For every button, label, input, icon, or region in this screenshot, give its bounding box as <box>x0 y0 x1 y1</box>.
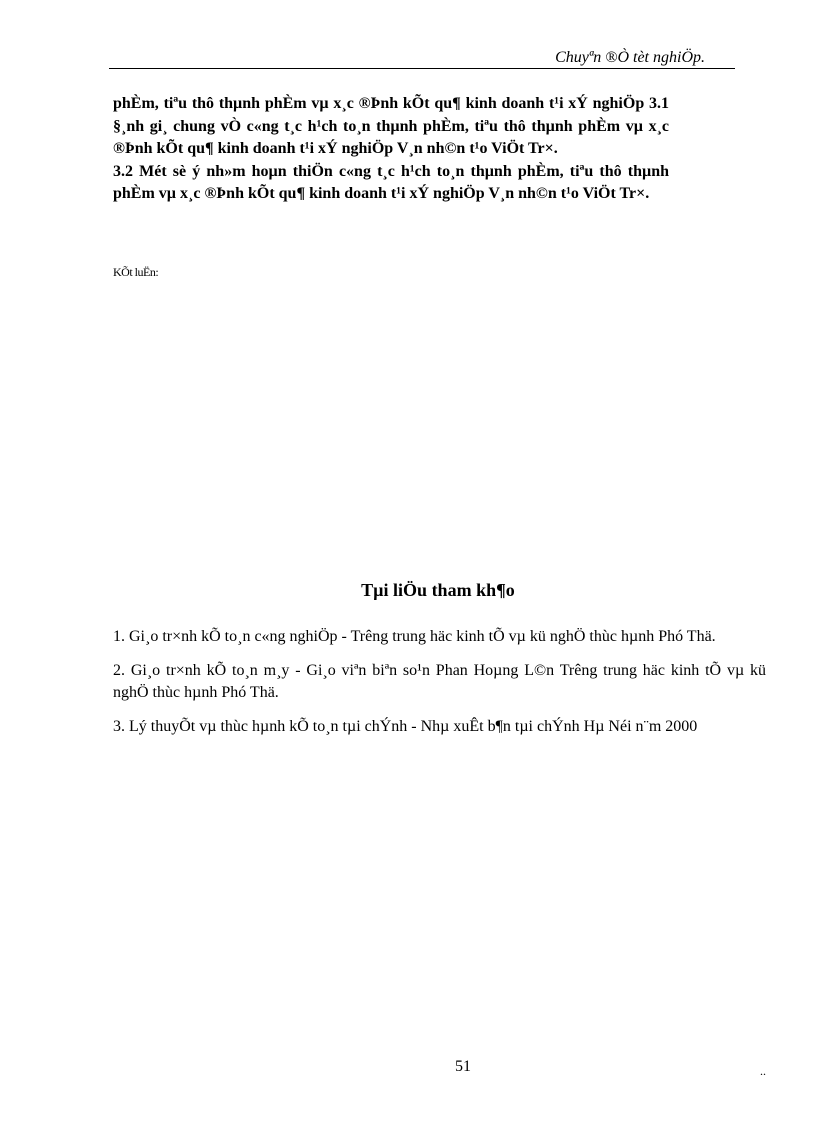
page-number: 51 <box>455 1058 471 1075</box>
conclusion-label: KÕt luËn: <box>113 265 159 279</box>
references-title: Tµi liÖu tham kh¶o <box>361 580 515 600</box>
reference-item: 2. Gi¸o tr×nh kÕ to¸n m¸y - Gi¸o viªn biªn so¹n Phan Hoµng L©n Trêng trung häc kinh tÕ vµ kü nghÖ thùc hµnh Phó Thä. <box>113 662 766 701</box>
references-list <box>113 626 766 750</box>
body-paragraph: phÈm, tiªu thô thµnh phÈm vµ x¸c ®Þnh kÕt qu¶ kinh doanh t¹i xÝ nghiÖp 3.1 §¸nh gi¸ chung vÒ c«ng t¸c h¹ch to¸n thµnh phÈm, tiªu thô thµnh phÈm vµ x¸c ®Þnh kÕt qu¶ kinh doanh t¹i xÝ nghiÖp V¸n nh©n t¹o ViÖt Tr×. <box>113 95 669 157</box>
corner-mark: .. <box>760 1064 766 1078</box>
reference-item: 3. Lý thuyÕt vµ thùc hµnh kÕ to¸n tµi chÝnh - Nhµ xuÊt b¶n tµi chÝnh Hµ Néi n¨m 2000 <box>113 718 698 735</box>
page-header <box>109 46 735 69</box>
body-paragraph: 3.2 Mét sè ý nh»m hoµn thiÖn c«ng t¸c h¹ch to¸n thµnh phÈm, tiªu thô thµnh phÈm vµ x¸c ®Þnh kÕt qu¶ kinh doanh t¹i xÝ nghiÖp V¸n nh©n t¹o ViÖt Tr×. <box>113 162 669 202</box>
body-text <box>113 93 669 206</box>
reference-item: 1. Gi¸o tr×nh kÕ to¸n c«ng nghiÖp - Trêng trung häc kinh tÕ vµ kü nghÖ thùc hµnh Phó Thä. <box>113 628 716 645</box>
header-title: Chuyªn ®Ò tèt nghiÖp. <box>555 49 705 66</box>
